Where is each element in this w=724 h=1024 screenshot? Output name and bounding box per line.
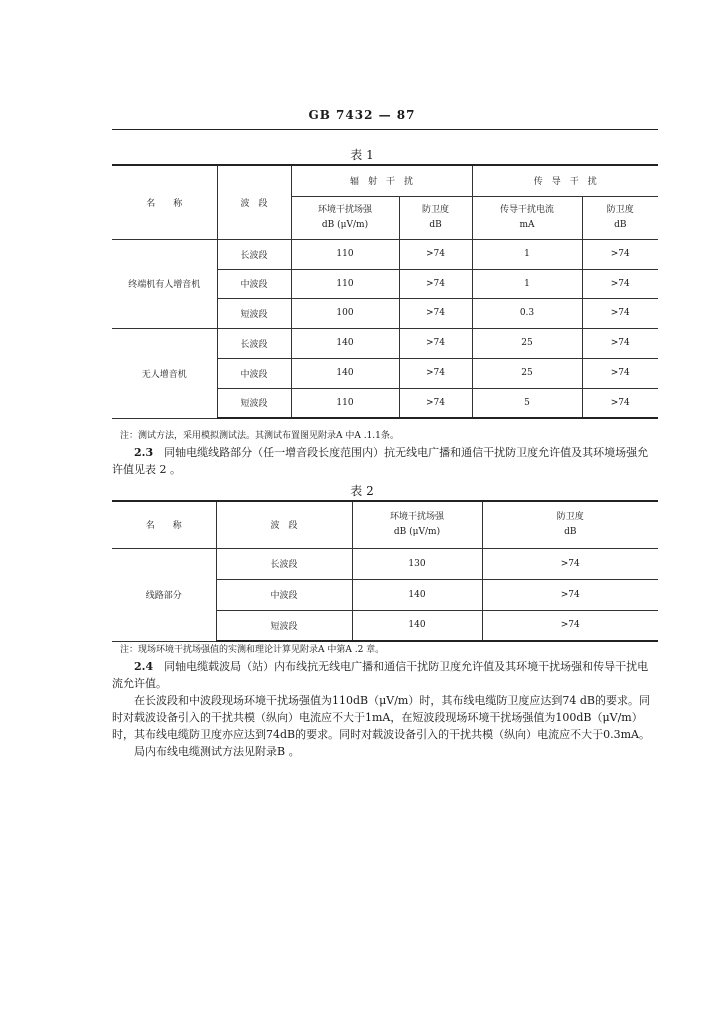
current-cell: 1 — [472, 269, 582, 298]
section-number: 2.4 — [134, 660, 154, 673]
band-cell: 中波段 — [216, 579, 352, 610]
table2-caption: 表 2 — [350, 484, 374, 498]
page-header: GB 7432 — 87 — [308, 108, 416, 122]
group-name: 线路部分 — [112, 548, 216, 641]
conducted-protection-header: 防卫度 dB — [582, 196, 658, 239]
protection-cell: >74 — [399, 269, 472, 298]
field-cell: 140 — [291, 358, 399, 388]
band-cell: 中波段 — [217, 358, 291, 388]
protection-ratio-header: 防卫度 dB — [482, 501, 658, 548]
protection-cell: >74 — [399, 328, 472, 358]
band-cell: 短波段 — [216, 610, 352, 641]
col-band-header: 波 段 — [217, 165, 291, 239]
header-rule — [112, 129, 658, 130]
table1-note: 注：测试方法，采用模拟测试法。其测试布置图见附录A 中A .1.1条。 — [120, 431, 399, 441]
protection-cell: >74 — [399, 239, 472, 269]
table1 — [112, 164, 658, 419]
field-cell: 110 — [291, 269, 399, 298]
protection2-cell: >74 — [582, 239, 658, 269]
field-cell: 110 — [291, 239, 399, 269]
protection2-cell: >74 — [582, 388, 658, 418]
table2 — [112, 500, 658, 642]
field-cell: 100 — [291, 298, 399, 328]
protection-cell: >74 — [482, 579, 658, 610]
field-strength-header: 环境干扰场强 dB (μV/m) — [291, 196, 399, 239]
current-cell: 1 — [472, 239, 582, 269]
conducted-current-header: 传导干扰电流 mA — [472, 196, 582, 239]
band-cell: 中波段 — [217, 269, 291, 298]
field-cell: 140 — [352, 610, 482, 641]
field-strength-header: 环境干扰场强 dB (μV/m) — [352, 501, 482, 548]
current-cell: 5 — [472, 388, 582, 418]
protection-cell: >74 — [482, 610, 658, 641]
table-row — [112, 239, 658, 269]
protection-cell: >74 — [399, 388, 472, 418]
conducted-header: 传 导 干 扰 — [472, 165, 658, 196]
section-2-4-para2: 局内布线电缆测试方法见附录B 。 — [134, 745, 300, 758]
protection-ratio-header: 防卫度 dB — [399, 196, 472, 239]
table1-caption: 表 1 — [350, 148, 374, 162]
section-text: 同轴电缆线路部分（任一增音段长度范围内）抗无线电广播和通信干扰防卫度允许值及其环境场强允许值见表 2 。 — [112, 446, 649, 476]
section-number: 2.3 — [134, 446, 154, 459]
protection2-cell: >74 — [582, 298, 658, 328]
protection-cell: >74 — [399, 358, 472, 388]
field-cell: 130 — [352, 548, 482, 579]
col-name-header: 名 称 — [112, 165, 217, 239]
col-name-header: 名 称 — [112, 501, 216, 548]
section-2-3 — [112, 444, 658, 478]
protection2-cell: >74 — [582, 358, 658, 388]
group-name: 终端机有人增音机 — [112, 239, 217, 328]
band-cell: 短波段 — [217, 388, 291, 418]
table2-note: 注：现场环境干扰场强值的实测和理论计算见附录A 中第A .2 章。 — [120, 645, 385, 655]
radiated-header: 辐 射 干 扰 — [291, 165, 472, 196]
protection-cell: >74 — [482, 548, 658, 579]
protection2-cell: >74 — [582, 269, 658, 298]
protection-cell: >74 — [399, 298, 472, 328]
table2-header-row — [112, 501, 658, 548]
field-cell: 110 — [291, 388, 399, 418]
band-cell: 长波段 — [216, 548, 352, 579]
current-cell: 0.3 — [472, 298, 582, 328]
current-cell: 25 — [472, 328, 582, 358]
col-band-header: 波 段 — [216, 501, 352, 548]
table-row — [112, 328, 658, 358]
field-cell: 140 — [352, 579, 482, 610]
field-cell: 140 — [291, 328, 399, 358]
band-cell: 短波段 — [217, 298, 291, 328]
table-row — [112, 548, 658, 579]
protection2-cell: >74 — [582, 328, 658, 358]
current-cell: 25 — [472, 358, 582, 388]
section-2-4-para1: 在长波段和中波段现场环境干扰场强值为110dB（μV/m）时，其布线电缆防卫度应达到74 dB的要求。同时对载波设备引入的干扰共模（纵向）电流应不大于1mA，在短波段现场环境干扰场强值为100dB（μV/m）时，其布线电缆防卫度亦应达到74dB的要求。同时对载波设备引入的干扰共模（纵向）电流应不大于0.3mA。 — [112, 694, 650, 741]
section-2-4 — [112, 658, 658, 760]
table1-header-row — [112, 165, 658, 196]
section-text: 同轴电缆载波局（站）内布线抗无线电广播和通信干扰防卫度允许值及其环境干扰场强和传导干扰电流允许值。 — [112, 660, 649, 690]
band-cell: 长波段 — [217, 328, 291, 358]
group-name: 无人增音机 — [112, 328, 217, 418]
band-cell: 长波段 — [217, 239, 291, 269]
